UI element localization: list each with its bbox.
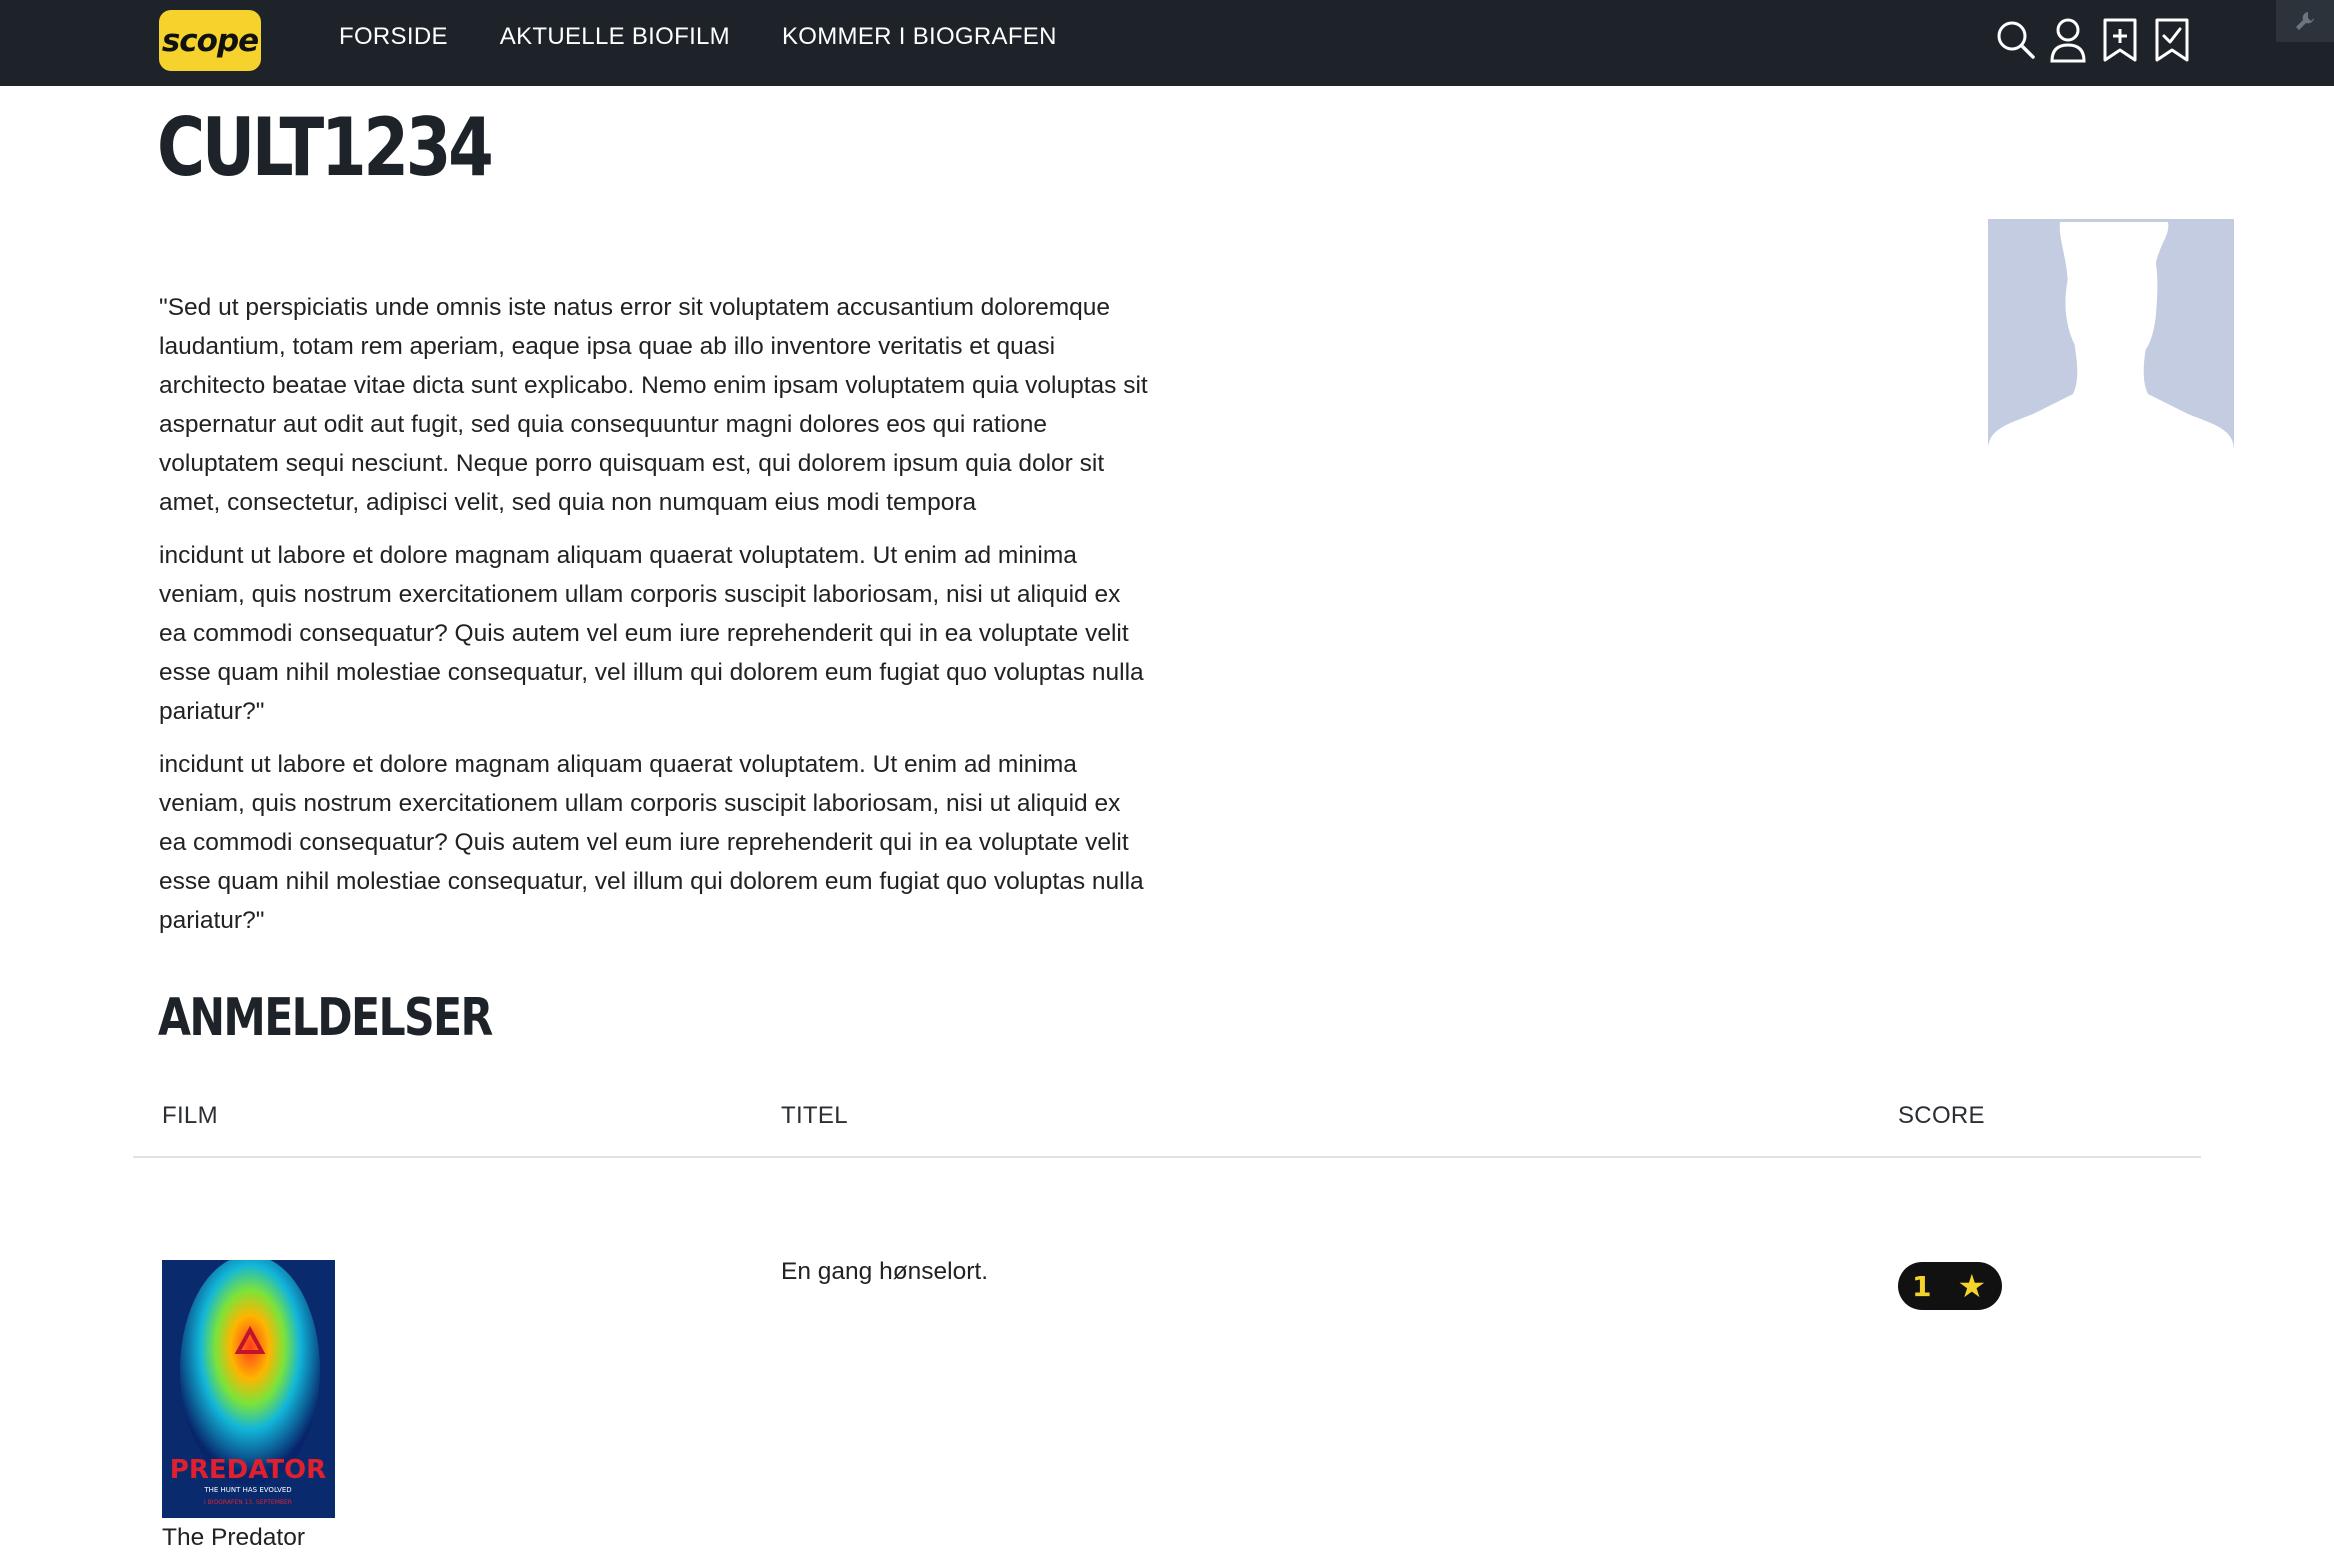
profile-avatar: [1988, 219, 2234, 450]
bio-paragraph: "Sed ut perspiciatis unde omnis iste natus error sit voluptatem accusantium doloremque laudantium, totam rem aperiam, eaque ipsa quae ab illo inventore veritatis et quasi architecto beatae vitae dicta sunt explicabo. Nemo enim ipsam voluptatem quia voluptas sit aspernatur aut odit aut fugit, sed quia consequuntur magni dolores eos qui ratione voluptatem sequi nesciunt. Neque porro quisquam est, qui dolorem ipsum quia dolor sit amet, consectetur, adipisci velit, sed quia non numquam eius modi tempora: [159, 294, 1148, 516]
column-header-titel: TITEL: [781, 1102, 848, 1129]
bio-paragraph: incidunt ut labore et dolore magnam aliquam quaerat voluptatem. Ut enim ad minima veniam, quis nostrum exercitationem ullam corporis suscipit laboriosam, nisi ut aliquid ex ea commodi consequatur? Quis autem vel eum iure reprehenderit qui in ea voluptate velit esse quam nihil molestiae consequatur, vel illum qui dolorem eum fugiat quo voluptas nulla pariatur?": [159, 542, 1144, 725]
wrench-icon[interactable]: [2276, 0, 2334, 42]
bio-paragraph: incidunt ut labore et dolore magnam aliquam quaerat voluptatem. Ut enim ad minima veniam, quis nostrum exercitationem ullam corporis suscipit laboriosam, nisi ut aliquid ex ea commodi consequatur? Quis autem vel eum iure reprehenderit qui in ea voluptate velit esse quam nihil molestiae consequatur, vel illum qui dolorem eum fugiat quo voluptas nulla pariatur?": [159, 751, 1144, 934]
main-nav: [339, 23, 1057, 51]
scope-logo[interactable]: scope: [159, 10, 261, 71]
column-header-film: FILM: [162, 1102, 218, 1129]
score-value: 1: [1912, 1269, 1932, 1303]
film-poster[interactable]: [162, 1260, 335, 1518]
bookmark-add-icon[interactable]: [2099, 16, 2141, 64]
bookmark-check-icon[interactable]: [2151, 16, 2193, 64]
poster-release: I BIOGRAFEN 13. SEPTEMBER: [204, 1499, 292, 1506]
nav-link-aktuelle-biofilm[interactable]: AKTUELLE BIOFILM: [499, 23, 730, 50]
nav-icon-group: [1995, 16, 2193, 64]
reviews-table: [133, 1080, 2201, 1551]
user-icon[interactable]: [2047, 16, 2089, 64]
nav-link-kommer-i-biografen[interactable]: KOMMER I BIOGRAFEN: [781, 23, 1057, 50]
avatar-silhouette-icon: [1988, 219, 2234, 450]
search-icon[interactable]: [1995, 16, 2037, 64]
page-title: CULT1234: [157, 101, 491, 194]
reviews-heading: ANMELDELSER: [158, 988, 492, 1048]
column-header-score: SCORE: [1898, 1102, 1985, 1129]
score-badge: [1898, 1262, 2002, 1310]
poster-tagline: THE HUNT HAS EVOLVED: [204, 1486, 292, 1494]
review-title[interactable]: En gang hønselort.: [781, 1258, 989, 1285]
profile-bio: [159, 288, 1149, 954]
table-row: [133, 1158, 2201, 1551]
nav-link-forside[interactable]: FORSIDE: [339, 23, 448, 50]
film-name[interactable]: The Predator: [162, 1524, 305, 1551]
poster-title: PREDATOR: [169, 1455, 327, 1485]
top-navigation-bar: [0, 0, 2334, 86]
table-header-row: [133, 1080, 2201, 1158]
star-icon: ★: [1957, 1268, 1987, 1304]
